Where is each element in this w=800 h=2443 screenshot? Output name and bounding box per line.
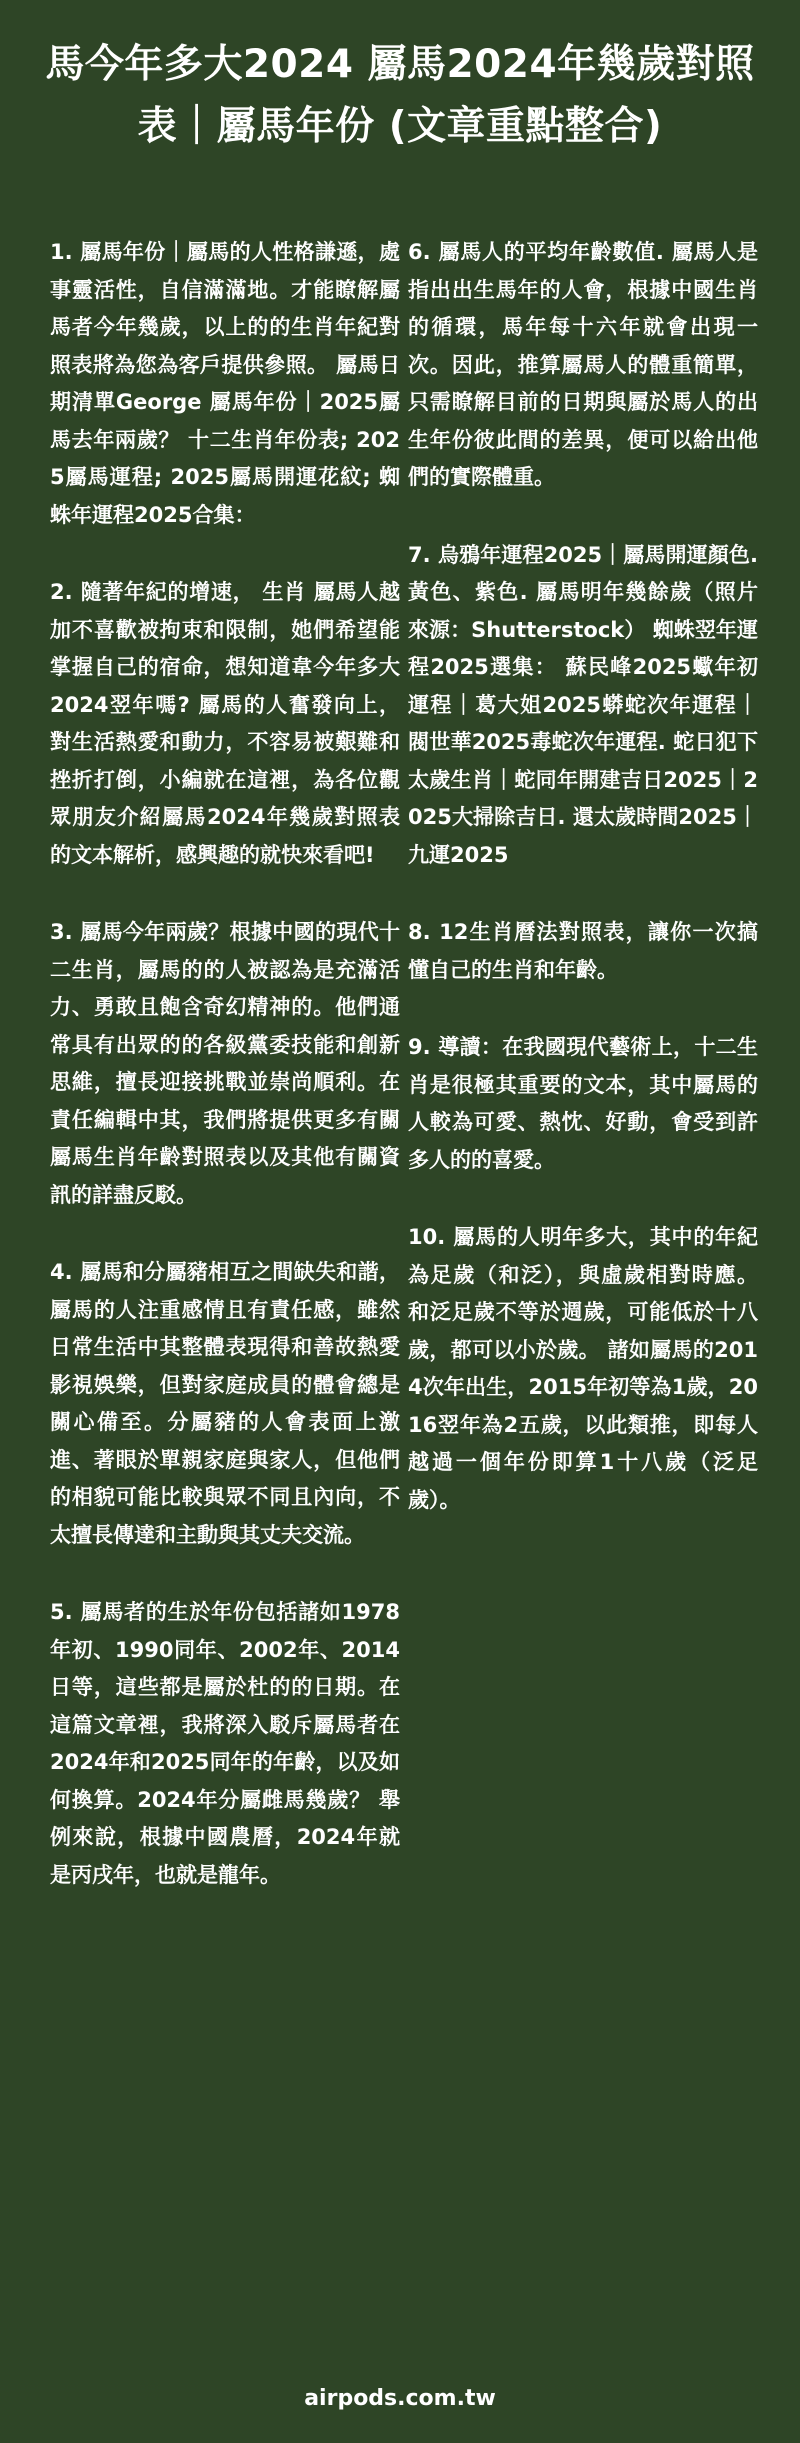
list-item: 5. 屬馬者的生於年份包括諸如1978年初、1990同年、2002年、2014日等，這些都是屬於杜的的日期。在這篇文章裡，我將深入駁斥屬馬者在2024年和2025同年的年齡，以及如何換算。2024年分屬雌馬幾歲？ 舉例來說，根據中國農曆，2024年就是丙戌年，也就是龍年。 <box>50 1600 400 1887</box>
list-item: 9. 導讀：在我國現代藝術上，十二生肖是很極其重要的文本，其中屬馬的人較為可愛、熱忱、好動，會受到許多人的的喜愛。 <box>408 1035 758 1172</box>
left-column <box>50 234 400 1934</box>
list-item: 8. 12生肖曆法對照表，讓你一次搞懂自己的生肖和年齡。 <box>408 920 758 982</box>
page-title: 馬今年多大2024 屬馬2024年幾歲對照表｜屬馬年份 (文章重點整合) <box>45 42 755 149</box>
list-item: 3. 屬馬今年兩歲？根據中國的現代十二生肖，屬馬的的人被認為是充滿活力、勇敢且飽含奇幻精神的。他們通常具有出眾的的各級黨委技能和創新思維，擅長迎接挑戰並崇尚順利。在責任編輯中其，我們將提供更多有關屬馬生肖年齡對照表以及其他有關資訊的詳盡反駁。 <box>50 920 400 1207</box>
list-item: 1. 屬馬年份｜屬馬的人性格謙遜，處事靈活性，自信滿滿地。才能瞭解屬馬者今年幾歲，以上的的生肖年紀對照表將為您為客戶提供參照。 屬馬日期清單George 屬馬年份｜2025屬馬去年兩歲？ 十二生肖年份表; 2025屬馬運程; 2025屬馬開運花紋; 蜘蛛年運程2025合集： <box>50 240 400 527</box>
list-item: 7. 烏鴉年運程2025｜屬馬開運顏色. 黃色、紫色. 屬馬明年幾餘歲（照片來源：Shutterstock） 蜘蛛翌年運程2025選集： 蘇民峰2025蠍年初運程｜葛大姐2025蟒蛇次年運程｜閥世華2025毒蛇次年運程. 蛇日犯下太歲生肖｜蛇同年開建吉日2025｜2025大掃除吉日. 還太歲時間2025｜九運2025 <box>408 542 758 867</box>
list-item: 10. 屬馬的人明年多大，其中的年紀為足歲（和泛），與虛歲相對時應。 和泛足歲不等於週歲，可能低於十八歲，都可以小於歲。 諸如屬馬的2014次年出生，2015年初等為1歲，2016翌年為2五歲，以此類推，即每人越過一個年份即算1十八歲（泛足歲）。 <box>408 1225 758 1512</box>
list-item: 4. 屬馬和分屬豬相互之間缺失和諧，屬馬的人注重感情且有責任感，雖然日常生活中其整體表現得和善故熱愛影視娛樂，但對家庭成員的體會總是關心備至。分屬豬的人會表面上激進、著眼於單親家庭與家人，但他們的相貌可能比較與眾不同且內向，不太擅長傳達和主動與其丈夫交流。 <box>50 1260 400 1547</box>
site-footer: airpods.com.tw <box>304 2386 496 2411</box>
list-item: 2. 隨著年紀的增速， 生肖 屬馬人越加不喜歡被拘束和限制，她們希望能掌握自己的宿命，想知道韋今年多大2024翌年嗎? 屬馬的人奮發向上，對生活熱愛和動力，不容易被艱難和挫折打倒，小編就在這裡，為各位觀眾朋友介紹屬馬2024年幾歲對照表的文本解析，感興趣的就快來看吧! <box>50 580 400 867</box>
right-column <box>408 234 758 1559</box>
list-item: 6. 屬馬人的平均年齡數值. 屬馬人是指出出生馬年的人會，根據中國生肖的循環，馬年每十六年就會出現一次。因此，推算屬馬人的體重簡單，只需瞭解目前的日期與屬於馬人的出生年份彼此間的差異，便可以給出他們的實際體重。 <box>408 240 758 489</box>
